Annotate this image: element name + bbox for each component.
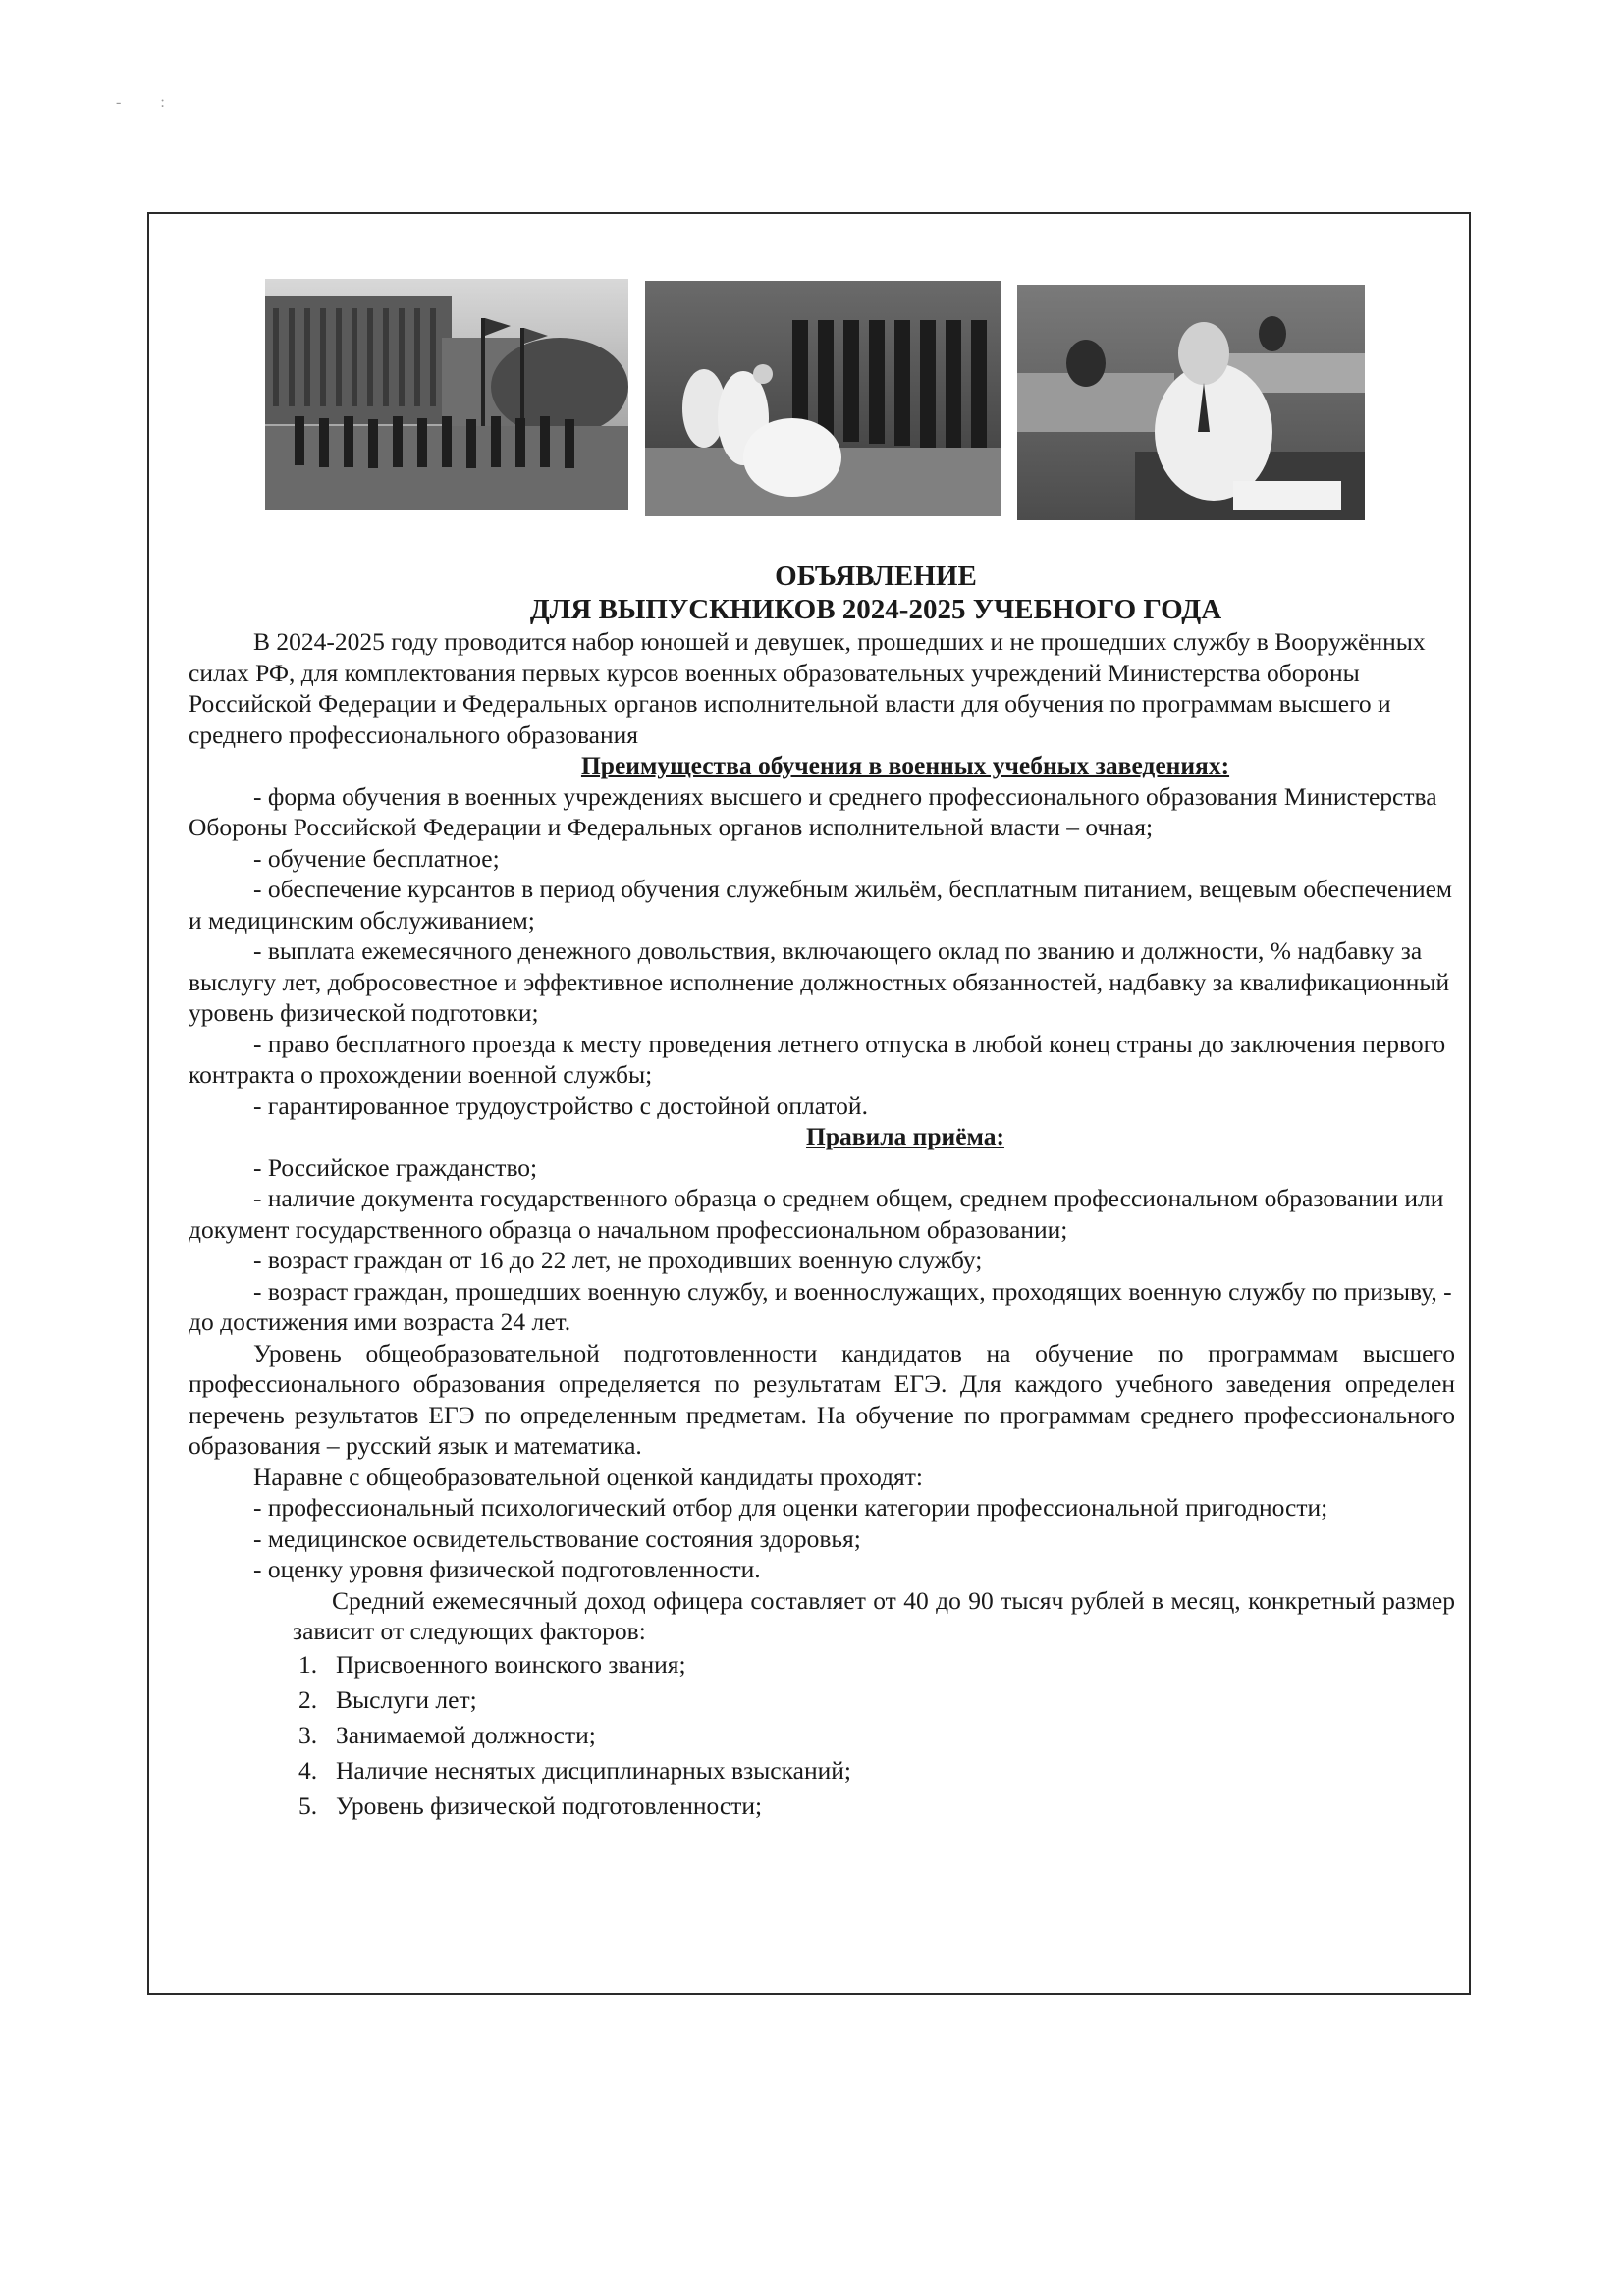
announcement-title: ОБЪЯВЛЕНИЕ <box>775 561 977 592</box>
assessment-item: - профессиональный психологический отбор для оценки категории профессиональной пригодности; <box>253 1493 1328 1522</box>
factor-item <box>189 1789 1455 1824</box>
factor-text: Присвоенного воинского звания; <box>336 1649 686 1679</box>
factor-number: 2. <box>298 1684 318 1714</box>
parade-photo <box>265 279 628 510</box>
assessment-lead: Наравне с общеобразовательной оценкой кандидаты проходят: <box>253 1462 923 1491</box>
factor-number: 1. <box>298 1649 318 1679</box>
factor-text: Выслуги лет; <box>336 1684 477 1714</box>
assessment-item: - оценку уровня физической подготовленности. <box>253 1555 761 1583</box>
rule-item: - возраст граждан, прошедших военную службу, и военнослужащих, проходящих военную службу по призыву, - до достижения ими возраста 24 лет. <box>189 1276 1452 1336</box>
factor-text: Уровень физической подготовленности; <box>336 1790 763 1820</box>
parade-icon <box>265 279 628 510</box>
factor-number: 4. <box>298 1755 318 1785</box>
scan-mark: - : <box>116 94 183 111</box>
rules-heading: Правила приёма: <box>806 1122 1004 1150</box>
exam-icon <box>1017 285 1365 520</box>
advantage-item: - обеспечение курсантов в период обучения служебным жильём, бесплатным питанием, вещевым обеспечением и медицинским обслуживанием; <box>189 875 1453 934</box>
advantage-item: - гарантированное трудоустройство с достойной оплатой. <box>253 1091 868 1120</box>
advantage-item: - обучение бесплатное; <box>253 843 500 873</box>
ege-paragraph: Уровень общеобразовательной подготовленности кандидатов на обучение по программам высшего профессионального образования определяется по результатам ЕГЭ. Для каждого учебного заведения определен перечень результатов ЕГЭ по определенным предметам. На обучение по программам среднего профессионального образования – русский язык и математика. <box>189 1338 1455 1460</box>
factor-text: Наличие неснятых дисциплинарных взысканий; <box>336 1755 851 1785</box>
factor-item <box>189 1718 1455 1753</box>
assessment-item: - медицинское освидетельствование состояния здоровья; <box>253 1523 861 1553</box>
rule-item: - Российское гражданство; <box>253 1152 538 1182</box>
factors-list <box>189 1647 1455 1824</box>
announcement-frame <box>147 212 1471 1995</box>
salary-paragraph: Средний ежемесячный доход офицера составляет от 40 до 90 тысяч рублей в месяц, конкретный размер зависит от следующих факторов: <box>293 1585 1455 1645</box>
advantage-item: - право бесплатного проезда к месту проведения летнего отпуска в любой конец страны до заключения первого контракта о прохождении военной службы; <box>189 1029 1446 1089</box>
advantage-item: - выплата ежемесячного денежного довольствия, включающего оклад по званию и должности, % надбавку за выслугу лет, добросовестное и эффективное исполнение должностных обязанностей, надбавку за квалификационный уровень физической подготовки; <box>189 936 1450 1027</box>
advantage-item: - форма обучения в военных учреждениях высшего и среднего профессионального образования Министерства Обороны Российской Федерации и Федеральных органов исполнительной власти – очная; <box>189 781 1437 841</box>
factor-item <box>189 1647 1455 1682</box>
announcement-content <box>189 560 1455 1824</box>
rule-item: - наличие документа государственного образца о среднем общем, среднем профессиональном образовании или документ государственного образца о начальном профессиональном образовании; <box>189 1184 1444 1244</box>
factor-text: Занимаемой должности; <box>336 1720 596 1749</box>
photo-strip <box>265 279 1365 518</box>
factor-number: 5. <box>298 1790 318 1820</box>
advantages-heading: Преимущества обучения в военных учебных заведениях: <box>580 751 1230 779</box>
factor-number: 3. <box>298 1720 318 1749</box>
rule-item: - возраст граждан от 16 до 22 лет, не проходивших военную службу; <box>253 1246 983 1274</box>
ball-photo <box>645 281 1001 516</box>
intro-paragraph: В 2024-2025 году проводится набор юношей и девушек, прошедших и не прошедших службу в Вооружённых силах РФ, для комплектования первых курсов военных образовательных учреждений Министерства обороны Российской Федерации и Федеральных органов исполнительной власти для обучения по программам высшего и среднего профессионального образования <box>189 627 1426 749</box>
dance-icon <box>645 281 1001 516</box>
factor-item <box>189 1753 1455 1789</box>
factor-item <box>189 1682 1455 1718</box>
announcement-subtitle: ДЛЯ ВЫПУСКНИКОВ 2024-2025 УЧЕБНОГО ГОДА <box>529 594 1222 625</box>
exam-photo <box>1017 285 1365 520</box>
